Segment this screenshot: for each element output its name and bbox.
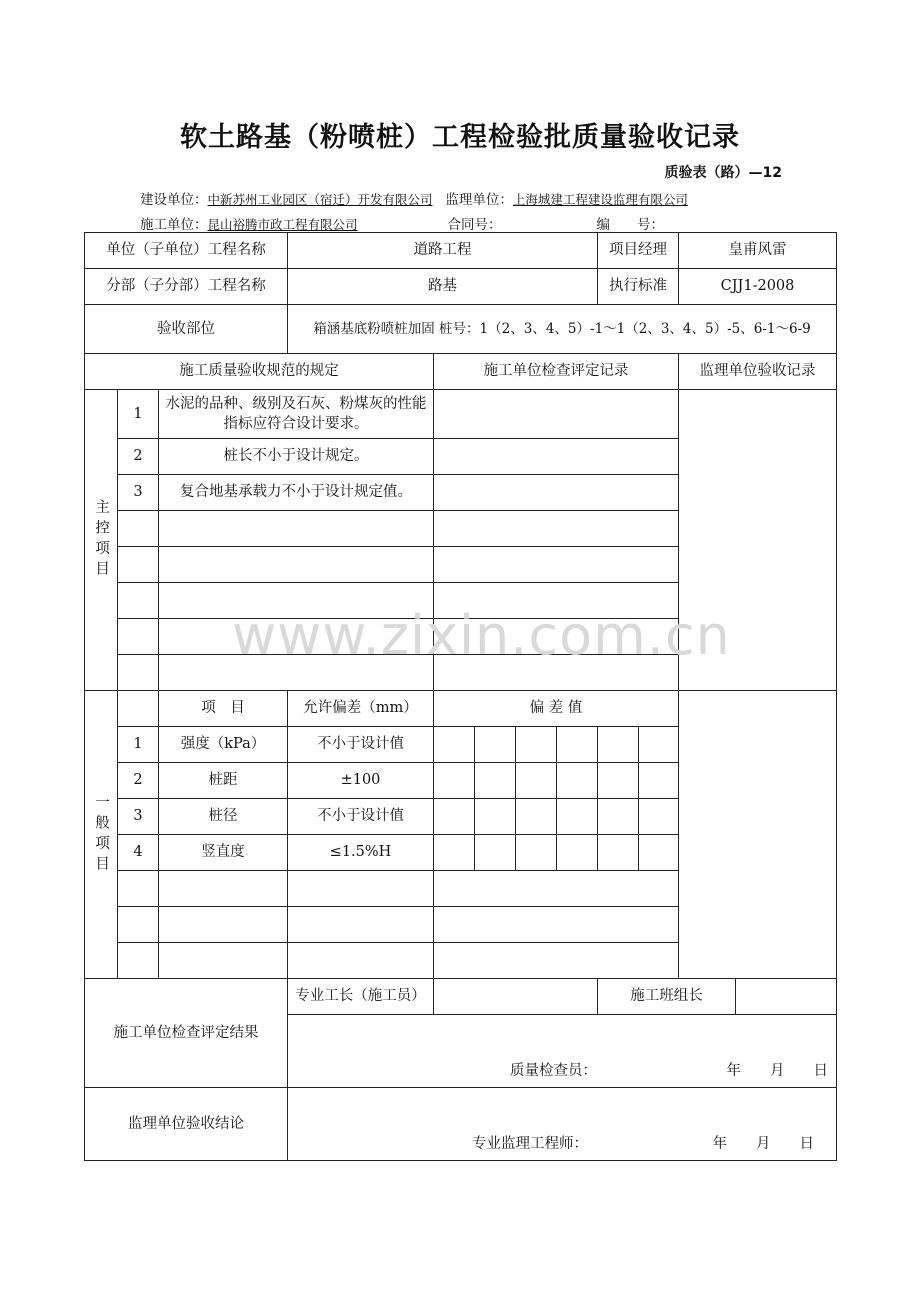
mc-record-2 (434, 439, 679, 475)
subdiv-value: 路基 (288, 269, 598, 305)
supervisor-label: 监理单位： (445, 192, 513, 208)
gen-name-2: 桩距 (159, 763, 288, 799)
dev-cell[interactable] (598, 727, 639, 763)
number-blank (664, 218, 748, 233)
gen-empty-dev (434, 943, 679, 979)
gen-head-no (118, 691, 159, 727)
inspector-cell (288, 1015, 837, 1088)
dev-cell[interactable] (639, 799, 679, 835)
mc-empty-record (434, 583, 679, 619)
dev-cell[interactable] (434, 763, 475, 799)
inspector-date: 年 月 日 (726, 1062, 829, 1079)
mc-empty-text (159, 583, 434, 619)
dev-cell[interactable] (557, 799, 598, 835)
mc-empty-text (159, 655, 434, 691)
gen-empty-dev (434, 907, 679, 943)
header-line-1 (140, 188, 688, 208)
number-label: 编 号： (596, 217, 665, 233)
watermark: www.zixin.com.cn (232, 604, 731, 667)
gen-no-2: 2 (118, 763, 159, 799)
dev-cell[interactable] (434, 727, 475, 763)
dev-cell[interactable] (475, 799, 516, 835)
gen-tol-3: 不小于设计值 (288, 799, 434, 835)
dev-cell[interactable] (639, 763, 679, 799)
result-label: 施工单位检查评定结果 (85, 979, 288, 1088)
gen-no-1: 1 (118, 727, 159, 763)
gen-name-1: 强度（kPa） (159, 727, 288, 763)
contractor-value: 昆山裕腾市政工程有限公司 (207, 217, 358, 232)
dev-cell[interactable] (475, 727, 516, 763)
dev-cell[interactable] (598, 799, 639, 835)
pm-label: 项目经理 (598, 233, 679, 269)
dev-cell[interactable] (557, 835, 598, 871)
mc-record-1 (434, 390, 679, 439)
std-value: CJJ1-2008 (679, 269, 837, 305)
main-control-label: 主控项目 (85, 390, 118, 691)
gen-head-dev: 偏 差 值 (434, 691, 679, 727)
dev-cell[interactable] (516, 799, 557, 835)
mc-empty-record (434, 511, 679, 547)
engineer-label: 专业监理工程师： (472, 1135, 588, 1152)
gen-empty-no (118, 943, 159, 979)
contractor-blank (358, 218, 448, 233)
gen-name-4: 竖直度 (159, 835, 288, 871)
mc-empty-text (159, 511, 434, 547)
gen-empty-name (159, 871, 288, 907)
dev-cell[interactable] (475, 763, 516, 799)
dev-cell[interactable] (639, 727, 679, 763)
engineer-cell (288, 1088, 837, 1161)
gen-empty-dev (434, 871, 679, 907)
location-label: 验收部位 (85, 305, 288, 354)
builder-value: 中新苏州工业园区（宿迁）开发有限公司 (207, 192, 433, 207)
gen-empty-name (159, 943, 288, 979)
gen-head-tol: 允许偏差（mm） (288, 691, 434, 727)
gen-no-3: 3 (118, 799, 159, 835)
dev-cell[interactable] (434, 835, 475, 871)
gen-supervisor-record (679, 691, 837, 979)
conclusion-label: 监理单位验收结论 (85, 1088, 288, 1161)
unit-value: 道路工程 (288, 233, 598, 269)
mc-no-3: 3 (118, 475, 159, 511)
mc-text-1: 水泥的品种、级别及石灰、粉煤灰的性能指标应符合设计要求。 (159, 390, 434, 439)
contractor-label: 施工单位： (140, 217, 208, 233)
supervisor-value: 上海城建工程建设监理有限公司 (512, 192, 688, 207)
team-leader-value[interactable] (736, 979, 837, 1015)
gen-empty-no (118, 871, 159, 907)
dev-cell[interactable] (516, 763, 557, 799)
dev-cell[interactable] (516, 835, 557, 871)
mc-empty-text (159, 619, 434, 655)
gen-tol-2: ±100 (288, 763, 434, 799)
gen-empty-tol (288, 907, 434, 943)
subdiv-label: 分部（子分部）工程名称 (85, 269, 288, 305)
unit-label: 单位（子单位）工程名称 (85, 233, 288, 269)
dev-cell[interactable] (639, 835, 679, 871)
mc-text-3: 复合地基承载力不小于设计规定值。 (159, 475, 434, 511)
engineer-date: 年 月 日 (712, 1135, 815, 1152)
builder-label: 建设单位： (140, 192, 208, 208)
foreman-value[interactable] (434, 979, 598, 1015)
col-contractor-record: 施工单位检查评定记录 (434, 354, 679, 390)
gen-head-item: 项 目 (159, 691, 288, 727)
mc-empty-no (118, 655, 159, 691)
gen-empty-tol (288, 871, 434, 907)
dev-cell[interactable] (557, 727, 598, 763)
dev-cell[interactable] (598, 763, 639, 799)
mc-empty-record (434, 547, 679, 583)
contract-label: 合同号： (447, 217, 502, 233)
gen-empty-tol (288, 943, 434, 979)
dev-cell[interactable] (475, 835, 516, 871)
col-supervisor-record: 监理单位验收记录 (679, 354, 837, 390)
foreman-label: 专业工长（施工员） (288, 979, 434, 1015)
mc-empty-no (118, 583, 159, 619)
mc-empty-record (434, 655, 679, 691)
mc-no-1: 1 (118, 390, 159, 439)
std-label: 执行标准 (598, 269, 679, 305)
inspection-table (84, 232, 837, 1161)
gen-tol-4: ≤1.5%H (288, 835, 434, 871)
form-number: 质验表（路）—12 (664, 165, 782, 181)
mc-empty-record (434, 619, 679, 655)
mc-supervisor-record (679, 390, 837, 691)
dev-cell[interactable] (434, 799, 475, 835)
mc-empty-text (159, 547, 434, 583)
mc-empty-no (118, 547, 159, 583)
team-leader-label: 施工班组长 (598, 979, 736, 1015)
dev-cell[interactable] (598, 835, 639, 871)
general-label: 一般项目 (85, 691, 118, 979)
inspector-label: 质量检查员： (510, 1062, 597, 1079)
col-spec: 施工质量验收规范的规定 (85, 354, 434, 390)
dev-cell[interactable] (516, 727, 557, 763)
mc-record-3 (434, 475, 679, 511)
gen-name-3: 桩径 (159, 799, 288, 835)
mc-text-2: 桩长不小于设计规定。 (159, 439, 434, 475)
mc-no-2: 2 (118, 439, 159, 475)
mc-empty-no (118, 619, 159, 655)
header-line-2 (140, 213, 748, 233)
gen-tol-1: 不小于设计值 (288, 727, 434, 763)
page-title: 软土路基（粉喷桩）工程检验批质量验收记录 (180, 122, 740, 153)
mc-empty-no (118, 511, 159, 547)
dev-cell[interactable] (557, 763, 598, 799)
gen-empty-name (159, 907, 288, 943)
contract-blank (502, 218, 597, 233)
location-value: 箱涵基底粉喷桩加固 桩号：1（2、3、4、5）-1～1（2、3、4、5）-5、6-1～6-9 (288, 305, 837, 354)
gen-no-4: 4 (118, 835, 159, 871)
gen-empty-no (118, 907, 159, 943)
pm-value: 皇甫风雷 (679, 233, 837, 269)
